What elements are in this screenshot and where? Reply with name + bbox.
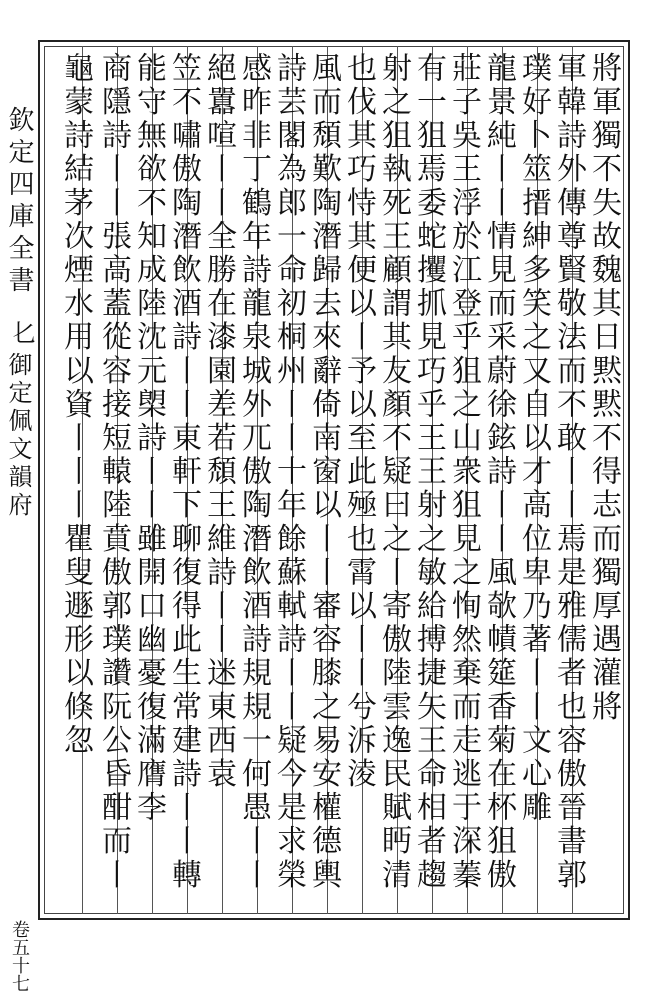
page-number: 卷五十七 — [9, 920, 30, 992]
text-column: 商隱詩丨丨張高蓋從容接短轅陸賁傲郭璞讚阮公昏酣而丨 — [96, 52, 131, 892]
text-column: 軍韓詩外傳尊賢敬法而不敢丨丨焉是雅儒者也容傲晉書郭 — [551, 52, 586, 892]
book-title: 欽定四庫全書 — [4, 106, 34, 298]
text-column: 將軍獨不失故魏其日黙黙不得志而獨厚遇灌將 — [586, 52, 621, 724]
text-column: 絕囂喧丨丨全勝在漆園差若頹王維詩丨丨迷東西袁 — [201, 52, 236, 792]
text-column: 風而頹歎陶潛歸去來辭倚南窗以丨丨審容膝之易安權德輿 — [306, 52, 341, 892]
page-margin — [0, 40, 38, 992]
text-column: 有一狙焉委蛇攫抓見巧乎王王射之敏給搏捷矢王命相者趨 — [411, 52, 446, 892]
text-column: 龍景純丨丨情見而采蔚徐鉉詩丨丨風欹幘筵香菊在杯狙傲 — [481, 52, 516, 892]
text-column: 璞好卜筮搢紳多笑之又自以才高位卑乃著丨丨文心雕 — [516, 52, 551, 825]
section-mark: 𠤎 — [8, 320, 36, 344]
text-column: 詩芸閣為郎一命初桐州丨丨十年餘蘇軾詩丨丨疑今是求榮 — [271, 52, 306, 892]
text-column: 射之狙執死王顧謂其友顏不疑曰之丨寄傲陸雲逸民賦眄清 — [376, 52, 411, 892]
text-column: 笠不嘯傲陶潛飲酒詩丨丨東軒下聊復得此生常建詩丨丨轉 — [166, 52, 201, 892]
text-column: 莊子吳王浮於江登乎狙之山衆狙見之恂然棄而走逃于深蓁 — [446, 52, 481, 892]
text-column: 龜蒙詩結茅次煙水用以資丨丨丨瞿叟遯形以倏忽 — [58, 52, 93, 758]
volume-reference: 御定佩文韻府 — [4, 352, 32, 520]
text-column: 感昨非丁鶴年詩龍泉城外兀傲陶潛飲酒詩規規一何愚丨丨 — [236, 52, 271, 892]
text-column: 能守無欲不知成陸沈元㮾詩丨丨雖開口幽憂復滿膺李 — [131, 52, 166, 825]
text-column: 也伐其巧恃其便以丨予以至此殛也霄以丨丨兮泝淩 — [341, 52, 376, 792]
